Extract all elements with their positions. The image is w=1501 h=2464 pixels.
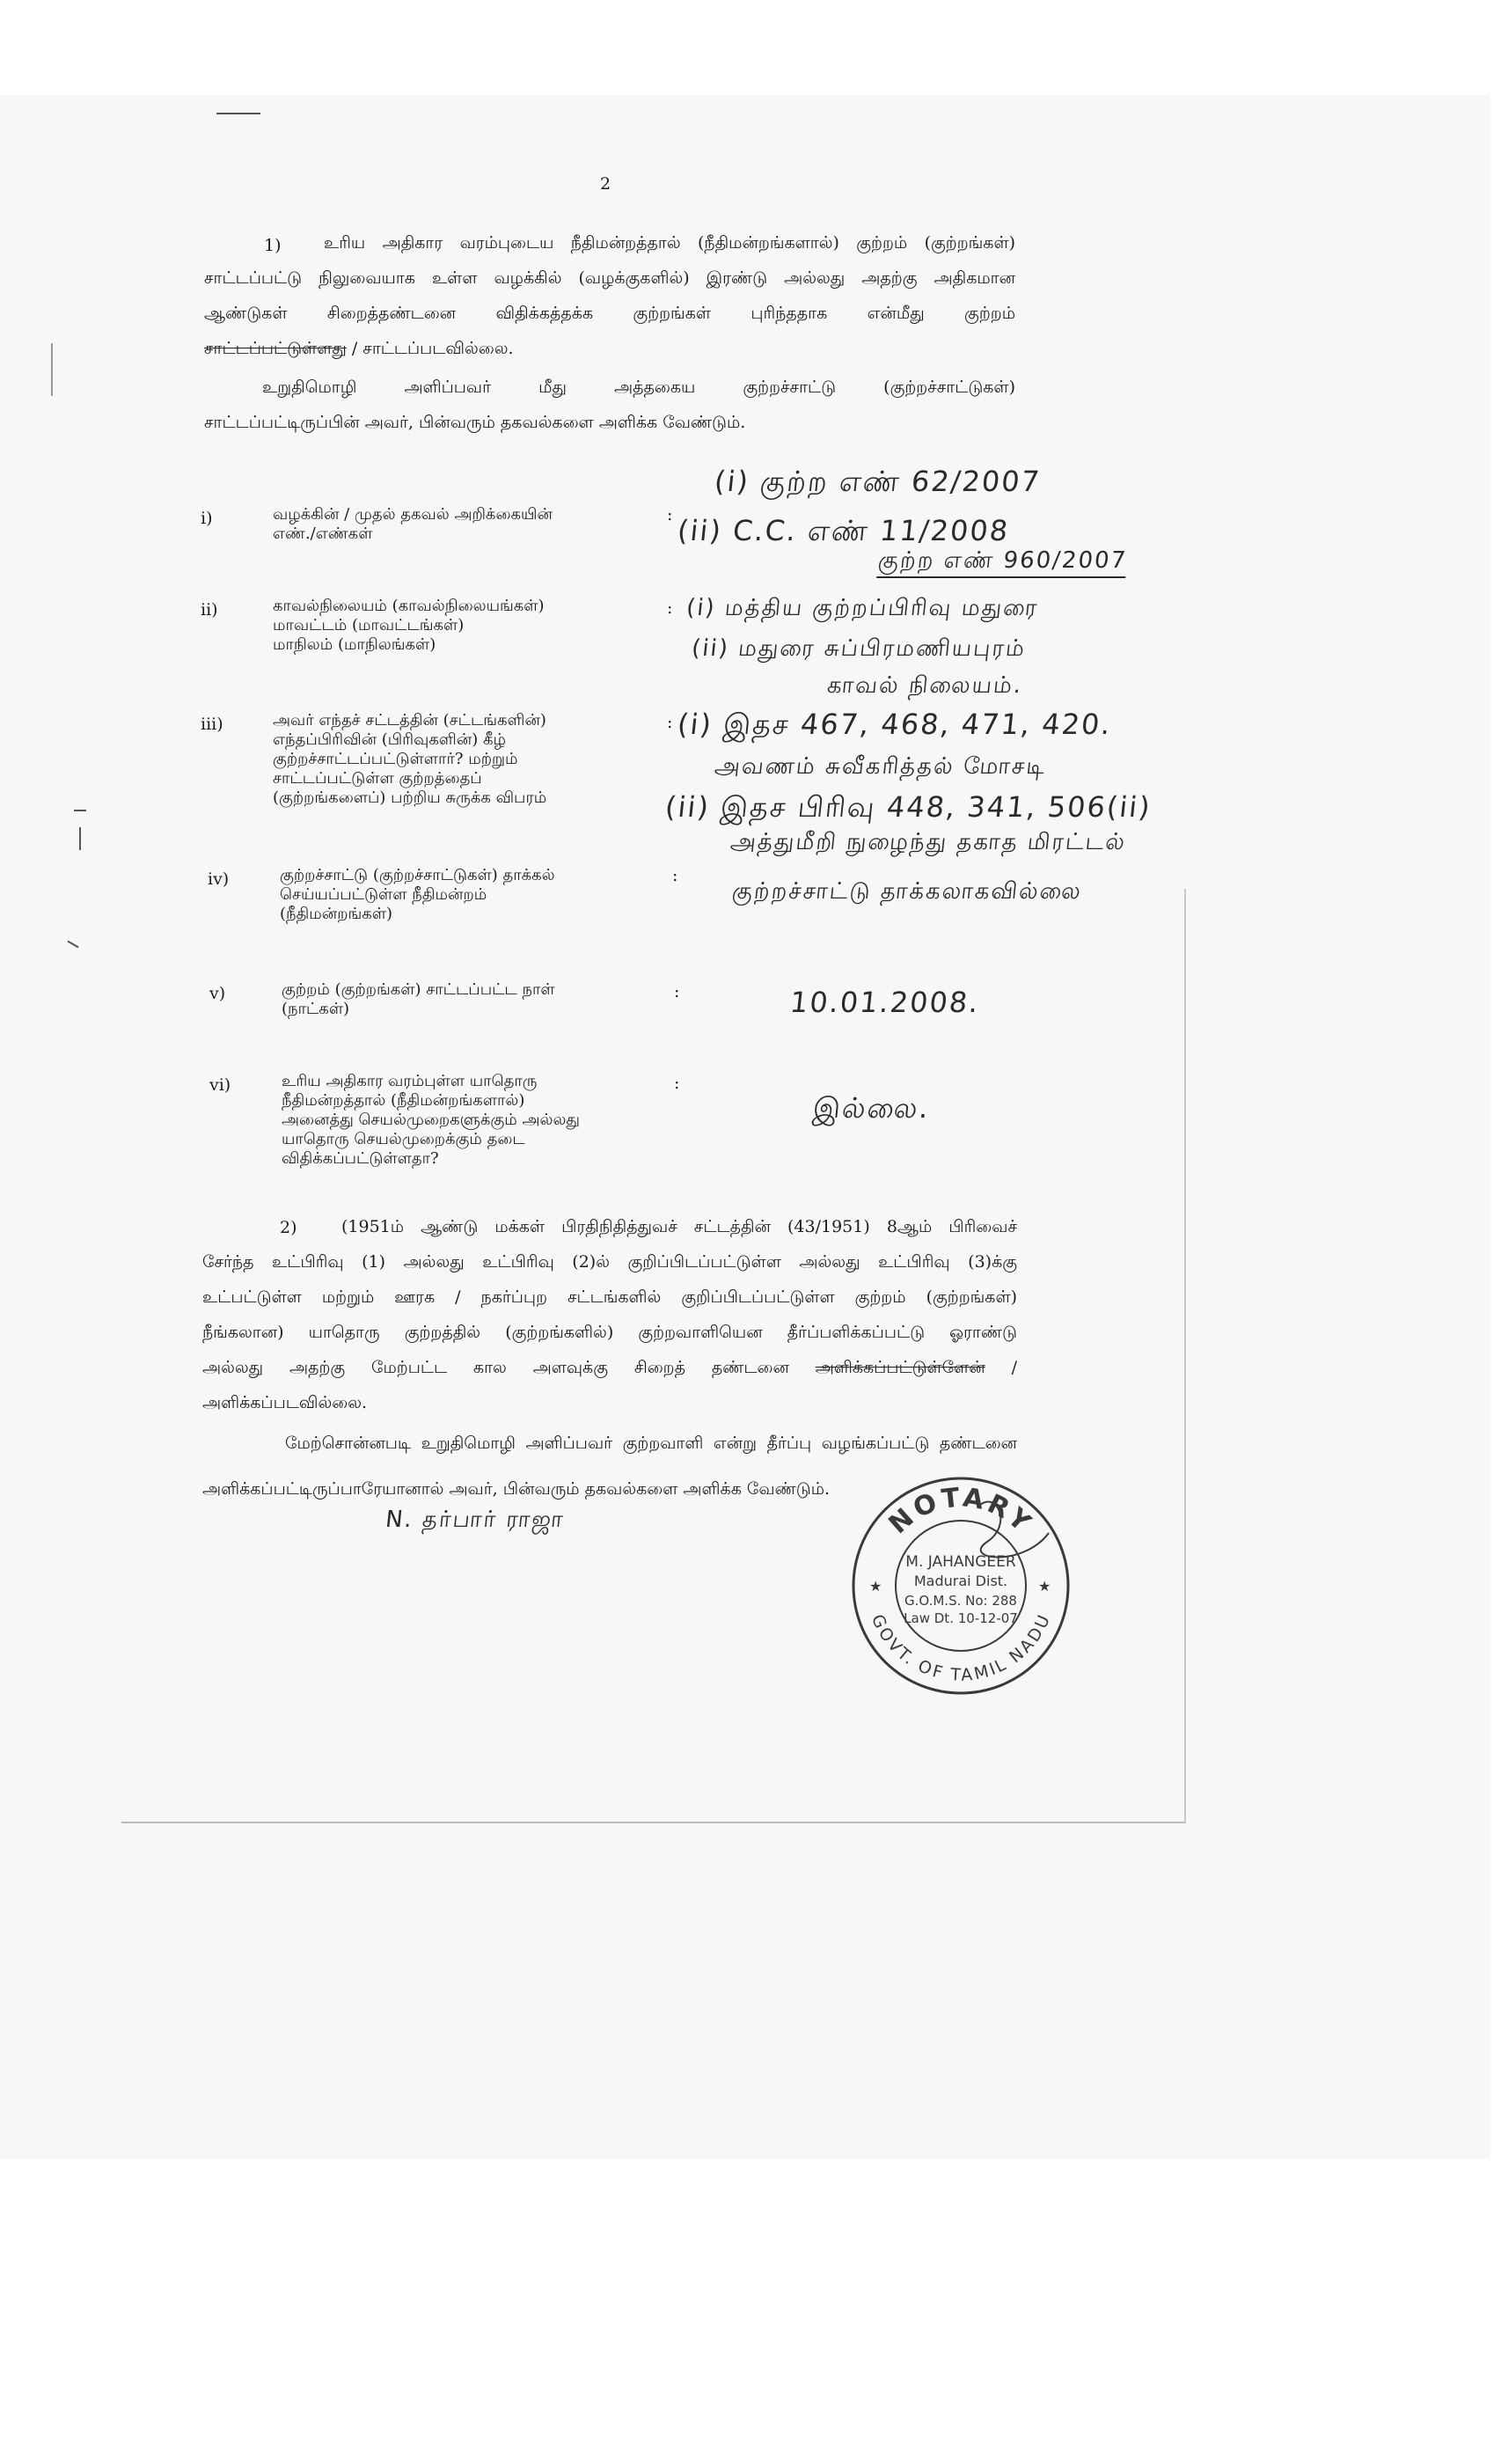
seal-top-text: NOTARY xyxy=(882,1482,1039,1541)
notary-seal xyxy=(846,1471,1075,1700)
para1-line: ஆண்டுகள் சிறைத்தண்டனை விதிக்கத்தக்க குற்றங்கள் புரிந்ததாக என்மீது குற்றம் xyxy=(204,304,1015,323)
colon: : xyxy=(672,866,678,885)
para1-line: உரிய அதிகார வரம்புடைய நீதிமன்றத்தால் (நீதிமன்றங்களால்) குற்றம் (குற்றங்கள்) xyxy=(324,233,1015,253)
para1b xyxy=(204,370,1015,440)
handwritten-entry: (ii) C.C. எண் 11/2008 xyxy=(676,514,1012,547)
item-number: v) xyxy=(209,984,226,1003)
para2-line xyxy=(202,1350,1017,1385)
page-number: 2 xyxy=(600,174,611,194)
seal-bottom-text: GOVT. OF TAMIL NADU xyxy=(867,1611,1055,1685)
scan-mark xyxy=(216,113,260,114)
seal-star-icon: ★ xyxy=(869,1578,882,1595)
label-line: விதிக்கப்பட்டுள்ளதா? xyxy=(282,1149,439,1168)
para2-line: அளிக்கப்படவில்லை. xyxy=(202,1393,368,1412)
label-line: யாதொரு செயல்முறைக்கும் தடை xyxy=(282,1130,525,1148)
para2-text: அல்லது அதற்கு மேற்பட்ட கால அளவுக்கு சிறைத் தண்டனை xyxy=(202,1358,816,1377)
para2-line: (1951ம் ஆண்டு மக்கள் பிரதிநிதித்துவச் சட்டத்தின் (43/1951) 8ஆம் பிரிவைச் xyxy=(341,1217,1017,1236)
para1-text: / சாட்டப்படவில்லை. xyxy=(346,339,514,358)
label-line: (நாட்கள்) xyxy=(282,1000,350,1018)
para2-number: 2) xyxy=(280,1218,297,1237)
label-line: உரிய அதிகார வரம்புள்ள யாதொரு xyxy=(282,1072,538,1090)
handwritten-entry: குற்ற எண் 960/2007 xyxy=(876,547,1128,578)
scan-mark xyxy=(51,343,53,396)
scan-mark xyxy=(79,827,81,850)
sheet-edge xyxy=(1184,889,1186,1823)
handwritten-entry: (ii) மதுரை சுப்பிரமணியபுரம் xyxy=(690,635,1028,662)
colon: : xyxy=(674,982,680,1001)
label-line: சாட்டப்பட்டுள்ள குற்றத்தைப் xyxy=(273,769,482,788)
struck-text: அளிக்கப்பட்டுள்ளேன் xyxy=(815,1358,985,1377)
para3-line: மேற்சொன்னபடி உறுதிமொழி அளிப்பவர் குற்றவாளி என்று தீர்ப்பு வழங்கப்பட்டு தண்டனை xyxy=(285,1434,1017,1453)
colon: : xyxy=(674,1074,680,1093)
label-line: அனைத்து செயல்முறைகளுக்கும் அல்லது xyxy=(282,1111,581,1129)
label-line: நீதிமன்றத்தால் (நீதிமன்றங்களால்) xyxy=(282,1091,525,1110)
label-line: குற்றச்சாட்டு (குற்றச்சாட்டுகள்) தாக்கல் xyxy=(280,866,555,884)
para1b-line: சாட்டப்பட்டிருப்பின் அவர், பின்வரும் தகவல்களை அளிக்க வேண்டும். xyxy=(204,413,746,432)
item-number: iii) xyxy=(201,715,223,734)
handwritten-entry: (ii) இதச பிரிவு 448, 341, 506(ii) xyxy=(663,790,1153,824)
handwritten-entry: அத்துமீறி நுழைந்து தகாத மிரட்டல் xyxy=(729,829,1128,855)
seal-star-icon: ★ xyxy=(1038,1578,1051,1595)
label-line: குற்றச்சாட்டப்பட்டுள்ளார்? மற்றும் xyxy=(273,750,518,768)
label-line: காவல்நிலையம் (காவல்நிலையங்கள்) xyxy=(273,597,545,615)
item-label xyxy=(282,1072,580,1169)
label-line: எந்தப்பிரிவின் (பிரிவுகளின்) கீழ் xyxy=(273,730,506,749)
para1 xyxy=(204,225,1015,366)
seal-line: M. JAHANGEER xyxy=(905,1553,1016,1571)
para2 xyxy=(202,1209,1017,1420)
seal-line: Law Dt. 10-12-07 xyxy=(904,1610,1018,1626)
colon: : xyxy=(667,598,673,618)
item-label xyxy=(280,866,555,924)
para2-text: / xyxy=(985,1358,1017,1377)
para1-line xyxy=(204,331,1015,366)
handwritten-entry: 10.01.2008. xyxy=(788,986,982,1019)
seal-line: Madurai Dist. xyxy=(913,1573,1008,1589)
para3-line: அளிக்கப்பட்டிருப்பாரேயானால் அவர், பின்வரும் தகவல்களை அளிக்க வேண்டும். xyxy=(202,1479,831,1499)
item-label xyxy=(282,980,555,1019)
handwritten-entry: இல்லை. xyxy=(811,1091,932,1125)
label-line: மாவட்டம் (மாவட்டங்கள்) xyxy=(273,616,465,634)
item-number: vi) xyxy=(209,1075,231,1095)
label-line: அவர் எந்தச் சட்டத்தின் (சட்டங்களின்) xyxy=(273,711,546,730)
label-line: செய்யப்பட்டுள்ள நீதிமன்றம் xyxy=(280,885,487,904)
handwritten-entry: குற்றச்சாட்டு தாக்கலாகவில்லை xyxy=(730,878,1084,905)
seal-line: G.O.M.S. No: 288 xyxy=(904,1593,1017,1609)
label-line: மாநிலம் (மாநிலங்கள்) xyxy=(273,635,436,654)
label-line: (குற்றங்களைப்) பற்றிய சுருக்க விபரம் xyxy=(273,788,547,807)
label-line: வழக்கின் / முதல் தகவல் அறிக்கையின் xyxy=(273,505,553,524)
para2-line: சேர்ந்த உட்பிரிவு (1) அல்லது உட்பிரிவு (2)ல் குறிப்பிடப்பட்டுள்ள அல்லது உட்பிரிவு (3)க்கு xyxy=(202,1252,1017,1272)
colon: : xyxy=(667,713,673,732)
label-line: எண்./எண்கள் xyxy=(273,524,373,543)
handwritten-entry: (i) குற்ற எண் 62/2007 xyxy=(713,465,1043,498)
item-label xyxy=(273,711,546,808)
colon: : xyxy=(667,505,673,524)
item-label xyxy=(273,505,553,544)
handwritten-entry: (i) இதச 467, 468, 471, 420. xyxy=(676,708,1114,741)
item-number: i) xyxy=(201,509,213,528)
handwritten-entry: அவணம் சுவீகரித்தல் மோசடி xyxy=(713,753,1048,780)
para2-line: நீங்கலான) யாதொரு குற்றத்தில் (குற்றங்களில்) குற்றவாளியென தீர்ப்பளிக்கப்பட்டு ஓராண்டு xyxy=(202,1323,1017,1342)
item-label xyxy=(273,597,545,655)
signature: N. தர்பார் ராஜா xyxy=(384,1507,567,1533)
para1b-line: உறுதிமொழி அளிப்பவர் மீது அத்தகைய குற்றச்சாட்டு (குற்றச்சாட்டுகள்) xyxy=(262,378,1015,397)
para1-number: 1) xyxy=(264,236,282,255)
struck-text: சாட்டப்பட்டுள்ளது xyxy=(204,339,347,358)
handwritten-entry: காவல் நிலையம். xyxy=(825,672,1024,699)
label-line: (நீதிமன்றங்கள்) xyxy=(280,905,393,923)
para2-line: உட்பட்டுள்ள மற்றும் ஊரக / நகர்ப்புற சட்டங்களில் குறிப்பிடப்பட்டுள்ள குற்றம் (குற்றங்கள்) xyxy=(202,1287,1017,1307)
handwritten-entry: (i) மத்திய குற்றப்பிரிவு மதுரை xyxy=(685,595,1041,621)
item-number: iv) xyxy=(208,869,230,889)
scan-mark xyxy=(74,810,86,811)
item-number: ii) xyxy=(201,600,218,620)
label-line: குற்றம் (குற்றங்கள்) சாட்டப்பட்ட நாள் xyxy=(282,980,555,999)
para1-line: சாட்டப்பட்டு நிலுவையாக உள்ள வழக்கில் (வழக்குகளில்) இரண்டு அல்லது அதற்கு அதிகமான xyxy=(204,268,1015,288)
sheet-edge xyxy=(121,1822,1186,1823)
